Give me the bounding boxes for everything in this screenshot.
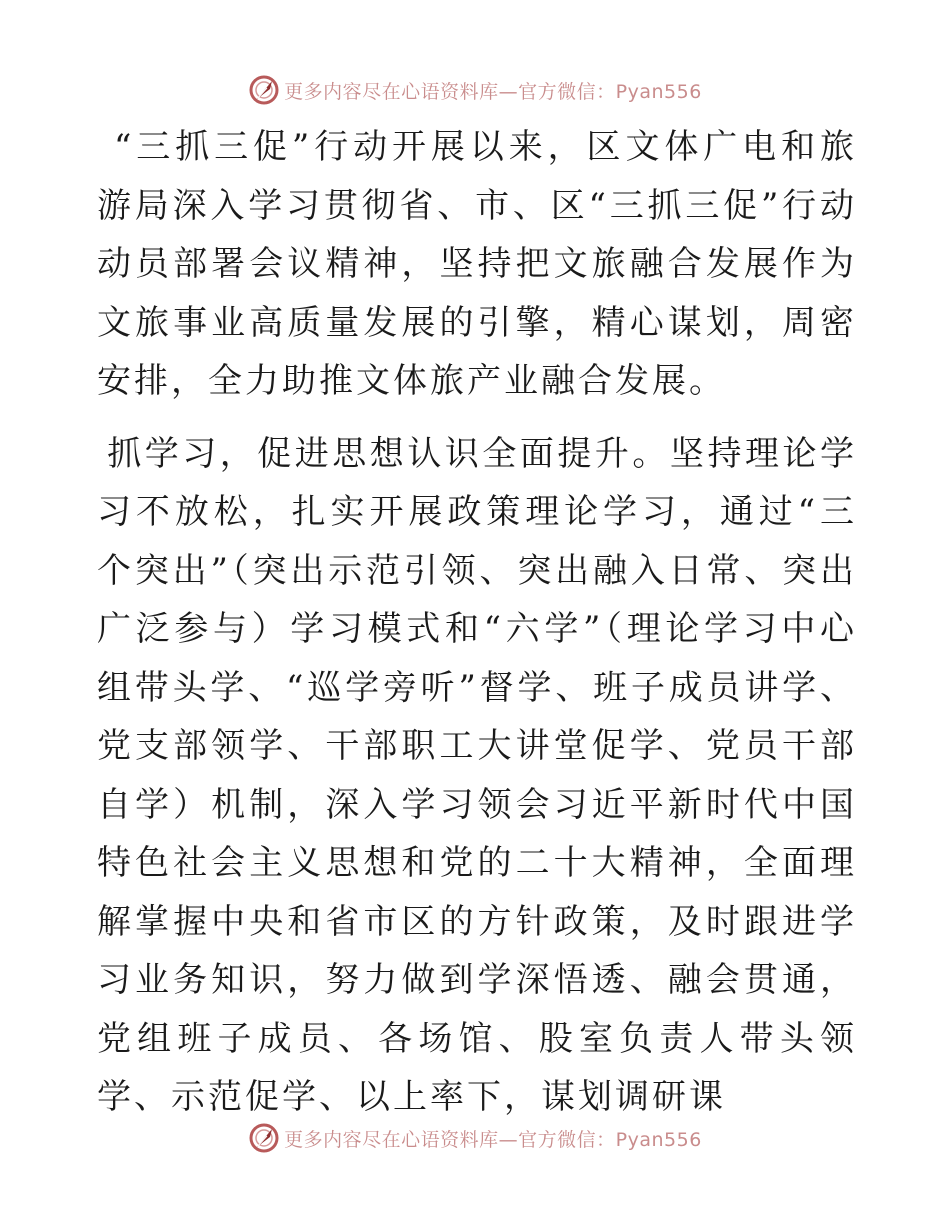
document-body xyxy=(97,118,857,1127)
paragraph-intro: “三抓三促”行动开展以来，区文体广电和旅游局深入学习贯彻省、市、区“三抓三促”行动动员部署会议精神，坚持把文旅融合发展作为文旅事业高质量发展的引擎，精心谋划，周密安排，全力助推文体旅产业融合发展。 xyxy=(97,127,857,401)
watermark-text: 更多内容尽在心语资料库—官方微信：Pyan556 xyxy=(284,1128,702,1151)
feather-pen-logo-icon xyxy=(248,74,280,106)
paragraph-study: 抓学习，促进思想认识全面提升。坚持理论学习不放松，扎实开展政策理论学习，通过“三个突出”（突出示范引领、突出融入日常、突出广泛参与）学习模式和“六学”（理论学习中心组带头学、“巡学旁听”督学、班子成员讲学、党支部领学、干部职工大讲堂促学、党员干部自学）机制，深入学习领会习近平新时代中国特色社会主义思想和党的二十大精神，全面理解掌握中央和省市区的方针政策，及时跟进学习业务知识，努力做到学深悟透、融会贯通，党组班子成员、各场馆、股室负责人带头领学、示范促学、以上率下，谋划调研课 xyxy=(97,433,857,1117)
watermark-text: 更多内容尽在心语资料库—官方微信：Pyan556 xyxy=(284,80,702,103)
watermark-footer xyxy=(0,1118,950,1158)
watermark-header xyxy=(0,70,950,110)
feather-pen-logo-icon xyxy=(248,1122,280,1154)
